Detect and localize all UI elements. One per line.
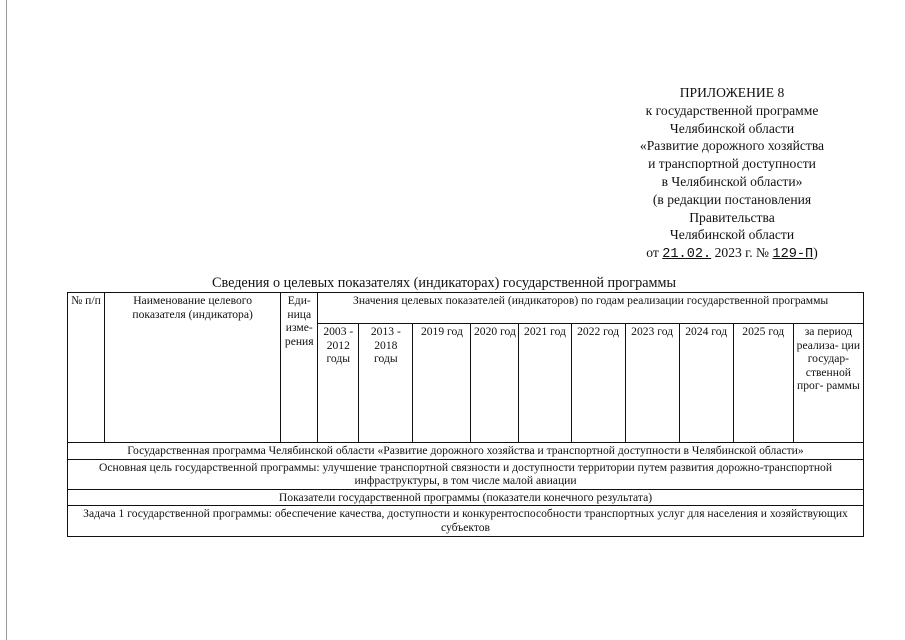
- page-margin-line: [6, 0, 7, 640]
- header-year-2022: 2022 год: [571, 324, 625, 443]
- header-row: [68, 293, 864, 324]
- header-year-2025: 2025 год: [733, 324, 793, 443]
- document-number: 129-П: [772, 247, 814, 263]
- closing-paren: ): [813, 245, 818, 261]
- appendix-title: ПРИЛОЖЕНИЕ 8: [679, 85, 785, 100]
- program-row: [68, 443, 864, 460]
- appendix-line: в Челябинской области»: [661, 173, 803, 189]
- header-total-period: за период реализа- ции государ- ственной прог- раммы: [793, 324, 863, 443]
- indicators-section-cell: Показатели государственной программы (показатели конечного результата): [68, 489, 864, 506]
- header-year-2024: 2024 год: [679, 324, 733, 443]
- table-title: Сведения о целевых показателях (индикаторах) государственной программы: [212, 275, 677, 291]
- goal-row: [68, 459, 864, 489]
- header-values-group: Значения целевых показателей (индикаторов) по годам реализации государственной программы: [318, 293, 864, 324]
- appendix-line: и транспортной доступности: [648, 156, 816, 172]
- appendix-line: Челябинской области: [669, 227, 795, 243]
- date-value: 21.02.: [662, 247, 712, 263]
- appendix-date-line: [600, 244, 864, 264]
- header-year-2023: 2023 год: [625, 324, 679, 443]
- appendix-line: Челябинской области: [669, 120, 795, 136]
- task1-cell: Задача 1 государственной программы: обеспечение качества, доступности и конкурентоспособности транспортных услуг для населения и хозяйствующих субъектов: [68, 506, 864, 536]
- header-number: № п/п: [68, 293, 105, 443]
- appendix-header: [600, 84, 864, 264]
- header-unit: Еди- ница изме- рения: [281, 293, 318, 443]
- program-name-cell: Государственная программа Челябинской области «Развитие дорожного хозяйства и транспортной доступности в Челябинской области»: [68, 443, 864, 460]
- indicators-table: [67, 292, 864, 537]
- header-year-2013-2018: 2013 - 2018 годы: [359, 324, 413, 443]
- date-prefix: от: [646, 245, 659, 261]
- indicators-row: [68, 489, 864, 506]
- appendix-line: Правительства: [689, 209, 775, 225]
- header-year-2020: 2020 год: [471, 324, 519, 443]
- task1-row: [68, 506, 864, 536]
- appendix-line: к государственной программе: [645, 102, 819, 118]
- header-year-2019: 2019 год: [413, 324, 471, 443]
- date-year: 2023 г. №: [714, 245, 769, 261]
- appendix-line: (в редакции постановления: [652, 191, 812, 207]
- header-indicator-name: Наименование целевого показателя (индикатора): [105, 293, 281, 443]
- header-year-2021: 2021 год: [519, 324, 571, 443]
- header-year-2003-2012: 2003 - 2012 годы: [318, 324, 359, 443]
- appendix-line: «Развитие дорожного хозяйства: [639, 138, 825, 154]
- program-goal-cell: Основная цель государственной программы: улучшение транспортной связности и доступности территории путем развития дорожно-транспортной инфраструктуры, в том числе малой авиации: [68, 459, 864, 489]
